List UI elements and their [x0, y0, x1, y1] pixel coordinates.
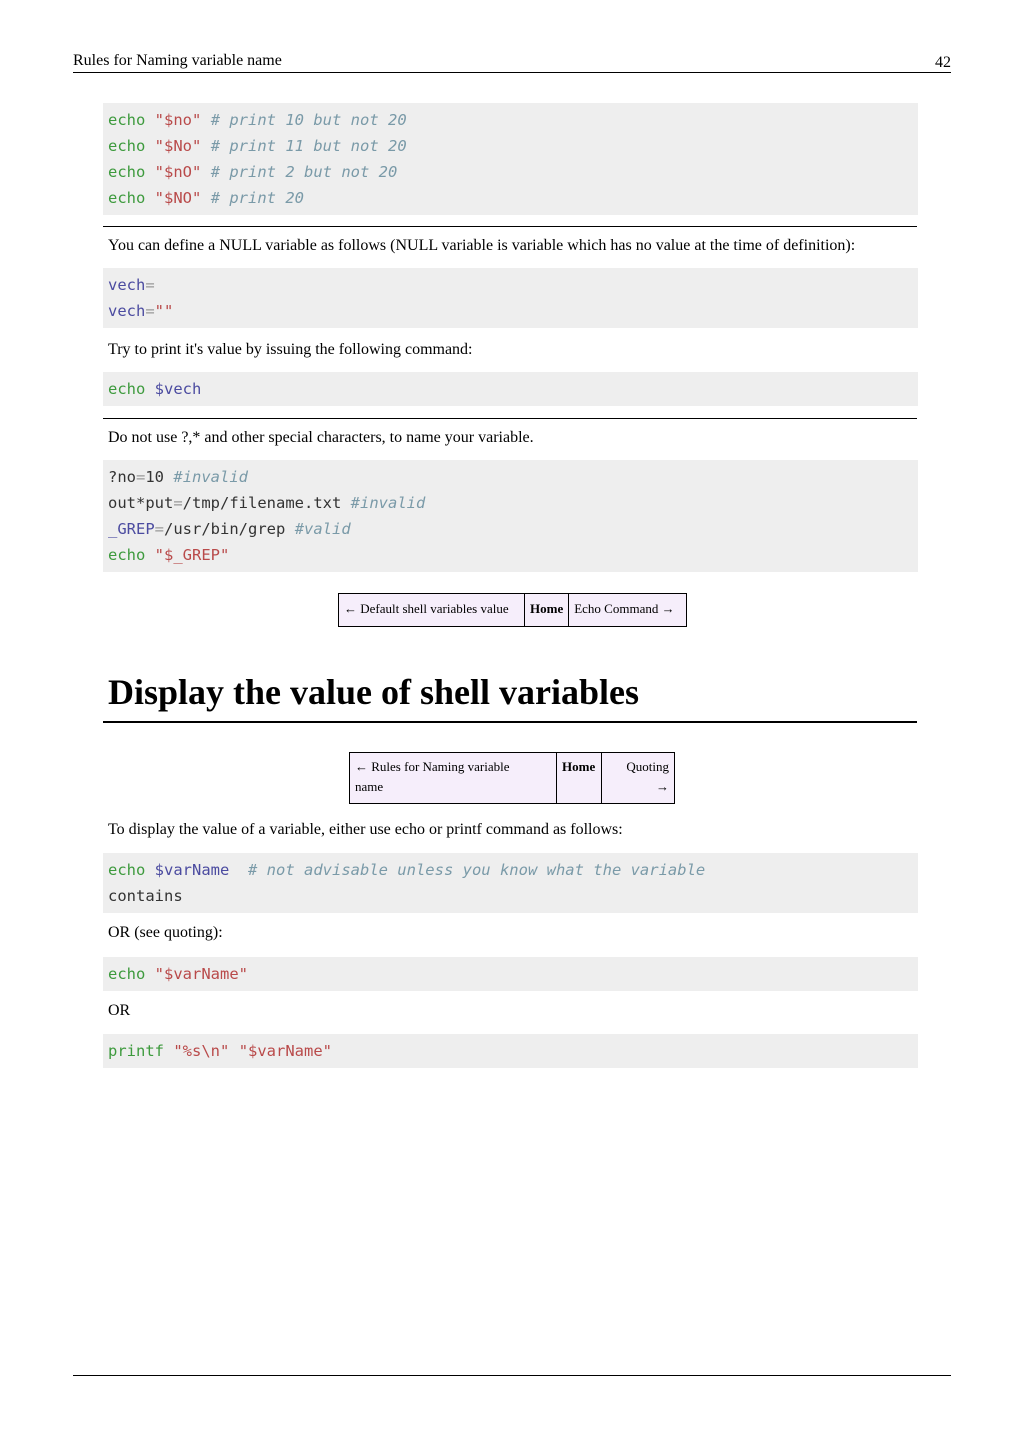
- nav-next-link[interactable]: Echo Command →: [569, 594, 687, 627]
- code-line: echo "$nO" # print 2 but not 20: [108, 163, 398, 181]
- section-divider: [103, 226, 917, 227]
- code-line: echo $vech: [108, 380, 202, 398]
- code-line: echo "$NO" # print 20: [108, 189, 305, 207]
- code-block-invalid-names: [103, 460, 918, 572]
- code-line: echo $varName # not advisable unless you know what the variable: [108, 861, 706, 879]
- section-heading: Display the value of shell variables: [108, 672, 640, 712]
- section-divider: [103, 418, 917, 419]
- paragraph-display-value: To display the value of a variable, either use echo or printf command as follows:: [108, 821, 623, 838]
- paragraph-or-quoting: OR (see quoting):: [108, 924, 223, 941]
- code-line: out*put=/tmp/filename.txt #invalid: [108, 494, 426, 512]
- nav-next-link[interactable]: Quoting →: [602, 753, 675, 804]
- nav-prev-link[interactable]: ← Rules for Naming variable name: [350, 753, 557, 804]
- page-header: [73, 50, 951, 73]
- code-block-echo-varname: [103, 853, 918, 913]
- heading-underline: [103, 721, 917, 723]
- paragraph-or: OR: [108, 1002, 131, 1019]
- chapter-navigation: [338, 593, 687, 627]
- code-block-null-variable: [103, 268, 918, 328]
- paragraph-null-variable: You can define a NULL variable as follows (NULL variable is variable which has no value at the time of definition):: [108, 237, 856, 254]
- nav-home-link[interactable]: Home: [557, 753, 602, 804]
- code-line: echo "$varName": [108, 965, 248, 983]
- code-line: echo "$_GREP": [108, 546, 230, 564]
- chapter-navigation: [349, 752, 675, 804]
- code-line: printf "%s\n" "$varName": [108, 1042, 333, 1060]
- code-line: _GREP=/usr/bin/grep #valid: [108, 520, 351, 538]
- code-block-echo-quoted: [103, 957, 918, 991]
- nav-prev-link[interactable]: ← Default shell variables value: [339, 594, 525, 627]
- running-title: Rules for Naming variable name: [73, 52, 282, 69]
- code-block-case-sensitivity: [103, 103, 918, 215]
- code-block-echo-vech: [103, 372, 918, 406]
- nav-home-link[interactable]: Home: [525, 594, 569, 627]
- footer-rule: [73, 1375, 951, 1376]
- code-line: vech=: [108, 276, 155, 294]
- paragraph-special-characters: Do not use ?,* and other special characters, to name your variable.: [108, 429, 534, 446]
- code-line: contains: [108, 887, 183, 905]
- code-line: echo "$no" # print 10 but not 20: [108, 111, 407, 129]
- paragraph-print-value: Try to print it's value by issuing the following command:: [108, 341, 473, 358]
- code-line: vech="": [108, 302, 174, 320]
- code-block-printf: [103, 1034, 918, 1068]
- code-line: echo "$No" # print 11 but not 20: [108, 137, 407, 155]
- page-number: 42: [935, 54, 951, 71]
- code-line: ?no=10 #invalid: [108, 468, 249, 486]
